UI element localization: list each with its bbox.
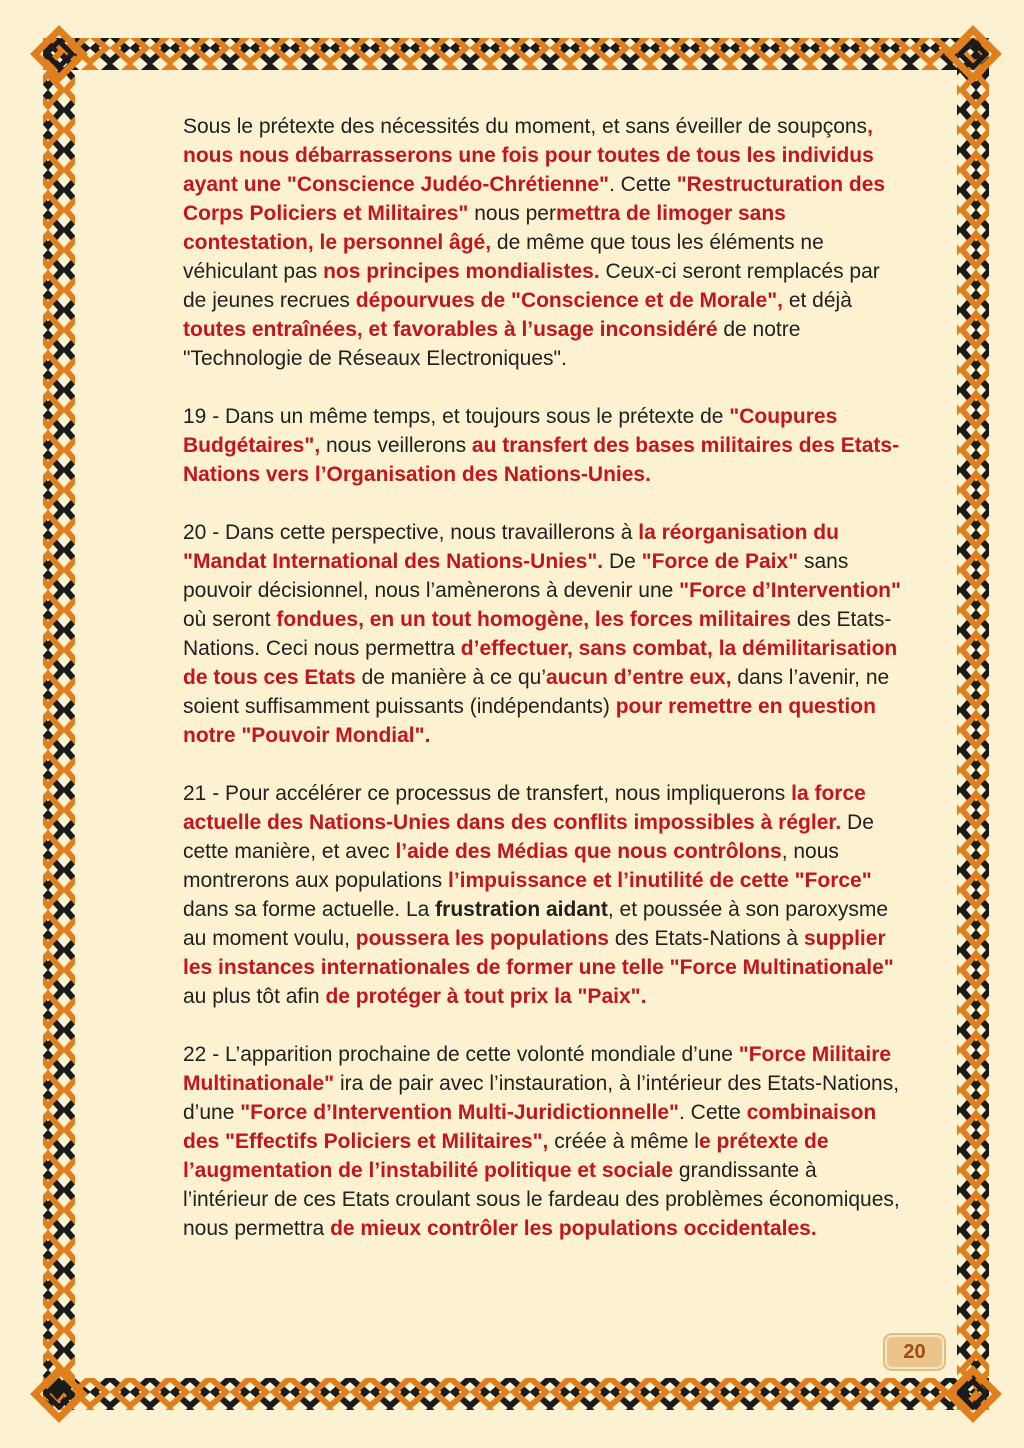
text-run: 21 - Pour accélérer ce processus de transfert, nous impliquerons bbox=[183, 782, 792, 805]
text-run: "Restructuration des Corps Policiers et Militaires" bbox=[183, 173, 891, 225]
text-run: fondues, en un tout homogène, les forces militaires bbox=[276, 608, 791, 631]
text-run: aucun d’entre eux, bbox=[546, 666, 732, 689]
text-run: nos principes mondialistes. bbox=[323, 260, 600, 283]
text-run: et déjà bbox=[782, 289, 858, 312]
text-run: "Force d’Intervention" bbox=[679, 579, 901, 602]
text-run: . Cette bbox=[679, 1101, 747, 1124]
border-corner-bottom-right bbox=[949, 1370, 997, 1418]
paragraph bbox=[183, 1040, 907, 1243]
text-run: l’aide des Médias que nous contrôlons bbox=[395, 840, 782, 863]
text-run: où seront bbox=[183, 579, 907, 631]
text-run: De cette manière, et avec bbox=[183, 811, 880, 863]
paragraph bbox=[183, 779, 907, 1011]
paragraph bbox=[183, 402, 907, 489]
text-run: pour remettre en question notre "Pouvoir Mondial". bbox=[183, 695, 882, 747]
text-run: ira de pair avec l’instauration, à l’intérieur des Etats-Nations, d’une bbox=[183, 1072, 905, 1124]
text-run: mettra de limoger sans contestation, le personnel âgé, bbox=[183, 202, 792, 254]
text-run: frustration aidant bbox=[435, 898, 608, 921]
text-run: de notre "Technologie de Réseaux Electroniques". bbox=[183, 318, 807, 370]
text-run: , nous montrerons aux populations bbox=[183, 840, 845, 892]
text-run: des Etats-Nations. Ceci nous permettra bbox=[183, 608, 892, 660]
text-run: nous veillerons bbox=[320, 434, 472, 457]
text-run: Sous le prétexte des nécessités du moment, et sans éveiller de soupçons bbox=[183, 115, 868, 138]
text-run: dans sa forme actuelle. La bbox=[183, 869, 878, 921]
text-run: nous per bbox=[468, 202, 556, 225]
border-corner-top-right bbox=[949, 30, 997, 78]
text-run: dans l’avenir, ne soient suffisamment puissants (indépendants) bbox=[183, 666, 896, 718]
text-run: de mieux contrôler les populations occidentales. bbox=[330, 1217, 817, 1240]
text-run: De bbox=[603, 550, 642, 573]
page-number-badge bbox=[883, 1333, 946, 1371]
text-run: de protéger à tout prix la "Paix". bbox=[325, 985, 647, 1008]
border-right-band bbox=[957, 38, 989, 1410]
text-run: au plus tôt afin bbox=[183, 956, 900, 1008]
text-run: Ceux-ci seront remplacés par de jeunes recrues bbox=[183, 260, 886, 312]
text-run: sans pouvoir décisionnel, nous l’amènerons à devenir une bbox=[183, 550, 855, 602]
page-number: 20 bbox=[903, 1340, 926, 1363]
paragraph bbox=[183, 518, 907, 750]
border-bottom-band bbox=[43, 1378, 989, 1410]
text-run: "Force de Paix" bbox=[641, 550, 799, 573]
text-run: créée à même l bbox=[548, 1130, 699, 1153]
border-top-band bbox=[43, 38, 989, 70]
text-run: supplier les instances internationales de former une telle "Force Multinationale" bbox=[183, 927, 894, 979]
text-run: de même que tous les éléments ne véhiculant pas bbox=[183, 231, 830, 283]
text-run: toutes entraînées, et favorables à l’usage inconsidéré bbox=[183, 318, 718, 341]
text-run: , nous nous débarrasserons une fois pour toutes de tous les individus ayant une "Conscience Judéo-Chrétienne" bbox=[183, 115, 880, 196]
text-run: grandissante à l’intérieur de ces Etats croulant sous le fardeau des problèmes économiques, nous permettra bbox=[183, 1159, 906, 1240]
text-run: "Force Militaire Multinationale" bbox=[183, 1043, 897, 1095]
text-run: la force actuelle des Nations-Unies dans des conflits impossibles à régler. bbox=[183, 782, 872, 834]
text-run: de manière à ce qu’ bbox=[355, 666, 547, 689]
text-run: combinaison des "Effectifs Policiers et Militaires", bbox=[183, 1101, 883, 1153]
document-body bbox=[183, 112, 907, 1272]
text-run: au transfert des bases militaires des Etats-Nations vers l’Organisation des Nations-Unies. bbox=[183, 434, 900, 486]
text-run: des Etats-Nations à bbox=[609, 927, 804, 950]
text-run: dépourvues de "Conscience et de Morale", bbox=[355, 289, 783, 312]
border-corner-bottom-left bbox=[35, 1370, 83, 1418]
text-run: 20 - Dans cette perspective, nous travaillerons à bbox=[183, 521, 639, 544]
text-run: d’effectuer, sans combat, la démilitarisation de tous ces Etats bbox=[183, 637, 904, 689]
border-corner-top-left bbox=[35, 30, 83, 78]
text-run: "Coupures Budgétaires", bbox=[183, 405, 844, 457]
text-run: e prétexte de l’augmentation de l’instabilité politique et sociale bbox=[183, 1130, 835, 1182]
text-run: "Force d’Intervention Multi-Juridictionnelle" bbox=[240, 1101, 679, 1124]
text-run: , et poussée à son paroxysme au moment voulu, bbox=[183, 898, 894, 950]
text-run: 22 - L’apparition prochaine de cette volonté mondiale d’une bbox=[183, 1043, 739, 1066]
border-left-band bbox=[43, 38, 75, 1410]
text-run: la réorganisation du "Mandat International des Nations-Unies". bbox=[183, 521, 845, 573]
paragraph bbox=[183, 112, 907, 373]
text-run: . Cette bbox=[609, 173, 677, 196]
text-run: l’impuissance et l’inutilité de cette "Force" bbox=[448, 869, 872, 892]
text-run: poussera les populations bbox=[355, 927, 609, 950]
text-run: 19 - Dans un même temps, et toujours sous le prétexte de bbox=[183, 405, 730, 428]
